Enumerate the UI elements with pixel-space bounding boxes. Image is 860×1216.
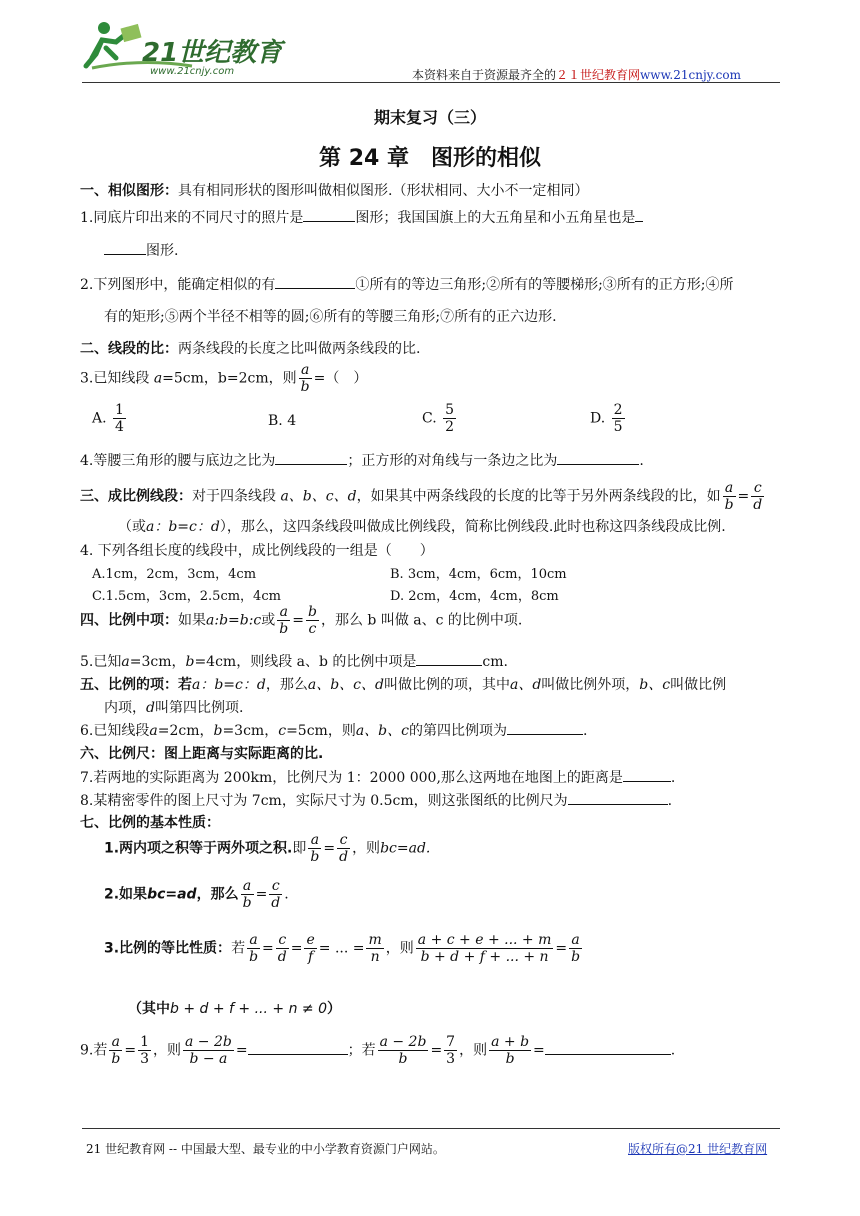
fraction-c-over-d: $\frac{c}{d}$ bbox=[271, 878, 281, 912]
question-1-cont bbox=[104, 240, 178, 260]
q3-text-c: =（ ） bbox=[313, 370, 368, 387]
logo-text: 21世纪教育 bbox=[142, 38, 283, 68]
property-2-text-b: ，那么 bbox=[196, 886, 239, 903]
vars-abcd: a、b、c、d bbox=[280, 488, 357, 505]
fraction-c-over-d: $\frac{c}{d}$ bbox=[339, 832, 349, 866]
section-5-text-d: 叫做比例 bbox=[670, 677, 727, 693]
condition-open: （其中 bbox=[128, 1001, 170, 1017]
fraction-a-over-b: $\frac{a}{b}$ bbox=[249, 932, 259, 966]
q9-text-a: 9.若 bbox=[80, 1042, 108, 1059]
option-fraction: $\frac{5}{2}$ bbox=[445, 402, 455, 436]
var-d: d bbox=[146, 700, 155, 716]
section-6-heading: 六、比例尺：图上距离与实际距离的比. bbox=[80, 746, 324, 762]
property-1-title: 1.两内项之积等于两外项之积. bbox=[104, 840, 293, 857]
q4-blank-2[interactable] bbox=[557, 450, 639, 465]
q6-text-a: 6.已知线段 bbox=[80, 723, 150, 739]
q3-text-b: =5cm，b=2cm，则 bbox=[162, 370, 297, 387]
question-9: 9.若 $\frac{a}{b}$ = $\frac{1}{3}$ ，则 $\frac{a - 2b}{b - a}$ = ；若 $\frac{a - 2b}{b}$ = $\frac{7}{3}$ ，则 $\frac{a + b}{b}$ = . bbox=[80, 1034, 676, 1068]
property-3-condition bbox=[128, 998, 341, 1018]
header-divider bbox=[82, 82, 780, 83]
section-3-text-a: 对于四条线段 bbox=[192, 488, 276, 505]
q1-blank-1[interactable] bbox=[303, 207, 355, 222]
section-3-heading: 三、成比例线段： bbox=[80, 488, 192, 505]
fraction-1-over-3: $\frac{1}{3}$ bbox=[140, 1034, 149, 1068]
question-2-cont: 有的矩形;⑤两个半径不相等的圆;⑥所有的等腰三角形;⑦所有的正六边形. bbox=[104, 309, 557, 325]
section-3: 三、成比例线段：对于四条线段 a、b、c、d，如果其中两条线段的长度的比等于另外两条线段的比，如 $\frac{a}{b}$ = $\frac{c}{d}$ bbox=[80, 480, 763, 514]
var-b: b bbox=[213, 723, 223, 739]
source-link[interactable]: www.21cnjy.com bbox=[640, 68, 741, 82]
fraction-e-over-f: $\frac{e}{f}$ bbox=[306, 932, 315, 966]
condition-close: ） bbox=[327, 1001, 341, 1017]
q1-text-a: 1.同底片印出来的不同尺寸的照片是 bbox=[80, 210, 304, 226]
fraction-a-2b-over-b: $\frac{a - 2b}{b}$ bbox=[379, 1034, 427, 1068]
q4-text-b: ；正方形的对角线与一条边之比为 bbox=[347, 453, 558, 469]
question-1 bbox=[80, 207, 643, 227]
question-8: 8.某精密零件的图上尺寸为 7cm，实际尺寸为 0.5cm，则这张图纸的比例尺为 . bbox=[80, 790, 672, 810]
q4b-option-c[interactable]: C.1.5cm，3cm，2.5cm，4cm bbox=[92, 589, 281, 604]
question-6: 6.已知线段a=2cm，b=3cm，c=5cm，则a、b、c的第四比例项为 . bbox=[80, 720, 587, 740]
section-5-text-e: 内项， bbox=[104, 700, 146, 716]
q1-blank-2a[interactable] bbox=[635, 207, 643, 222]
q2-text-b: ①所有的等边三角形;②所有的等腰梯形;③所有的正方形;④所 bbox=[355, 277, 734, 293]
property-3-title: 3.比例的等比性质： bbox=[104, 940, 232, 957]
q9-blank-1[interactable] bbox=[248, 1040, 348, 1055]
ratio-abcd: a：b=c：d bbox=[192, 677, 266, 693]
fraction-a-over-b: $\frac{a}{b}$ bbox=[571, 932, 581, 966]
q6-text-e: 的第四比例项为 bbox=[408, 723, 507, 739]
option-fraction: $\frac{1}{4}$ bbox=[115, 402, 124, 436]
vars-ad: a、d bbox=[509, 677, 542, 693]
ratio-abbc: a:b=b:c bbox=[206, 612, 262, 629]
q6-blank[interactable] bbox=[507, 720, 583, 735]
q6-text-b: =2cm， bbox=[157, 723, 214, 739]
var-a: a bbox=[153, 370, 163, 387]
fraction-a-plus-b-over-b: $\frac{a + b}{b}$ bbox=[491, 1034, 530, 1068]
q5-text-a: 5.已知 bbox=[80, 654, 122, 670]
q5-text-b: =3cm， bbox=[129, 654, 186, 670]
section-7-heading: 七、比例的基本性质： bbox=[80, 815, 220, 831]
fraction-a-over-b: $\frac{a}{b}$ bbox=[111, 1034, 121, 1068]
section-4: 四、比例中项：如果a:b=b:c或 $\frac{a}{b}$ = $\frac{b}{c}$ ，那么 b 叫做 a、c 的比例中项. bbox=[80, 604, 523, 638]
footer-text: 21 世纪教育网 -- 中国最大型、最专业的中小学教育资源门户网站。 bbox=[86, 1142, 445, 1156]
q3-option-c[interactable] bbox=[422, 402, 458, 435]
q9-text-b: ，则 bbox=[152, 1042, 181, 1059]
ratio-abcd: a：b=c：d bbox=[146, 519, 220, 535]
q7-text: 7.若两地的实际距离为 200km，比例尺为 1：2000 000,那么这两地在地图上的距离是 bbox=[80, 770, 623, 786]
q2-blank[interactable] bbox=[275, 274, 355, 289]
q6-text-c: =3cm， bbox=[222, 723, 279, 739]
site-logo bbox=[82, 18, 282, 82]
fraction-c-over-d: $\frac{c}{d}$ bbox=[753, 480, 763, 514]
property-3-text-b: ，则 bbox=[385, 940, 414, 957]
property-3-text-a: 若 bbox=[231, 940, 246, 957]
property-1: 1.两内项之积等于两外项之积.即 $\frac{a}{b}$ = $\frac{c}{d}$ ，则bc=ad. bbox=[104, 832, 431, 866]
option-label: C. bbox=[422, 410, 437, 427]
q5-text-d: cm. bbox=[482, 654, 508, 670]
fraction-a-2b-over-b-a: $\frac{a - 2b}{b - a}$ bbox=[184, 1034, 232, 1068]
property-2: 2.如果bc=ad，那么 $\frac{a}{b}$ = $\frac{c}{d}$ . bbox=[104, 878, 289, 912]
section-2-text: 两条线段的长度之比叫做两条线段的比. bbox=[178, 341, 421, 357]
q3-option-b[interactable] bbox=[268, 413, 296, 429]
section-4-text-b: 或 bbox=[261, 612, 276, 629]
q5-blank[interactable] bbox=[416, 651, 482, 666]
q7-blank[interactable] bbox=[623, 767, 671, 782]
section-2 bbox=[80, 338, 420, 358]
q4b-option-b[interactable]: B. 3cm，4cm，6cm，10cm bbox=[390, 567, 567, 582]
fraction-a-over-b: $\frac{a}{b}$ bbox=[724, 480, 734, 514]
option-value: 4 bbox=[287, 413, 297, 429]
formula-bc-ad: bc=ad. bbox=[380, 840, 431, 857]
q5-text-c: =4cm，则线段 a、b 的比例中项是 bbox=[194, 654, 417, 670]
chapter-title: 第 24 章 图形的相似 bbox=[319, 146, 541, 171]
section-1-text: 具有相同形状的图形叫做相似图形.（形状相同、大小不一定相同） bbox=[178, 183, 589, 199]
header-source bbox=[412, 66, 741, 83]
q1-text-c: 图形. bbox=[146, 243, 179, 259]
section-2-heading: 二、线段的比： bbox=[80, 341, 178, 357]
section-5-text-c: 叫做比例外项， bbox=[541, 677, 640, 693]
condition-formula: b + d + f + ... + n ≠ 0 bbox=[170, 1001, 327, 1017]
vars-abc: a、b、c bbox=[355, 723, 409, 739]
q9-text-d: ，则 bbox=[459, 1042, 488, 1059]
option-label: A. bbox=[92, 410, 107, 427]
question-2 bbox=[80, 274, 734, 294]
logo-url: www.21cnjy.com bbox=[150, 66, 235, 77]
property-1-text-b: ，则 bbox=[352, 840, 381, 857]
q4b-option-a[interactable]: A.1cm，2cm，3cm，4cm bbox=[92, 567, 257, 582]
section-4-text-a: 如果 bbox=[178, 612, 206, 629]
fraction-7-over-3: $\frac{7}{3}$ bbox=[446, 1034, 456, 1068]
q9-text-c: ；若 bbox=[347, 1042, 376, 1059]
question-7: 7.若两地的实际距离为 200km，比例尺为 1：2000 000,那么这两地在地图上的距离是 . bbox=[80, 767, 675, 787]
var-a: a bbox=[121, 654, 130, 670]
source-site-name[interactable]: ２１世纪教育网 bbox=[556, 68, 641, 82]
formula-bc-ad: bc=ad bbox=[147, 886, 197, 903]
question-4b: 4. 下列各组长度的线段中，成比例线段的一组是（ ） bbox=[80, 543, 434, 559]
q3-option-d[interactable] bbox=[590, 402, 627, 435]
section-3-text-c: （或 bbox=[118, 519, 146, 535]
section-3-text-d: ），那么，这四条线段叫做成比例线段，简称比例线段.此时也称这四条线段成比例. bbox=[219, 519, 726, 535]
section-3-cont bbox=[118, 516, 726, 536]
vars-bc: b、c bbox=[639, 677, 671, 693]
fraction-a-over-b: $\frac{a}{b}$ bbox=[310, 832, 320, 866]
var-b: b bbox=[185, 654, 195, 670]
section-1 bbox=[80, 180, 588, 200]
section-3-text-b: ，如果其中两条线段的长度的比等于另外两条线段的比，如 bbox=[356, 488, 721, 505]
q4-blank-1[interactable] bbox=[275, 450, 347, 465]
property-3: 3.比例的等比性质：若 $\frac{a}{b}$ = $\frac{c}{d}$ = $\frac{e}{f}$ = ... = $\frac{m}{n}$ ，则 $\frac{a + c + e + ... + m}{b + d + f + ... + n}$ = $\frac{a}{b}$ bbox=[104, 932, 581, 966]
question-4a: 4.等腰三角形的腰与底边之比为 ；正方形的对角线与一条边之比为 . bbox=[80, 450, 644, 470]
q3-option-a[interactable] bbox=[92, 402, 128, 435]
footer-divider bbox=[82, 1128, 780, 1129]
option-fraction: $\frac{2}{5}$ bbox=[613, 402, 623, 436]
q2-text-a: 2.下列图形中，能确定相似的有 bbox=[80, 277, 276, 293]
option-label: D. bbox=[590, 410, 606, 427]
source-prefix: 本资料来自于资源最齐全的 bbox=[412, 68, 557, 82]
q6-text-d: =5cm，则 bbox=[286, 723, 356, 739]
q4-text-a: 4.等腰三角形的腰与底边之比为 bbox=[80, 453, 276, 469]
q3-text-a: 3.已知线段 bbox=[80, 370, 150, 387]
footer-copyright-link[interactable]: 版权所有@21 世纪教育网 bbox=[628, 1142, 768, 1156]
option-label: B. bbox=[268, 413, 283, 429]
question-3 bbox=[80, 362, 367, 395]
fraction-c-over-d: $\frac{c}{d}$ bbox=[277, 932, 287, 966]
q1-text-b: 图形；我国国旗上的大五角星和小五角星也是 bbox=[355, 210, 636, 226]
q1-blank-2b[interactable] bbox=[104, 240, 146, 255]
question-5 bbox=[80, 651, 508, 671]
section-5-cont bbox=[104, 697, 243, 717]
q4b-option-d[interactable]: D. 2cm，4cm，4cm，8cm bbox=[390, 589, 559, 604]
q8-blank[interactable] bbox=[568, 790, 668, 805]
section-1-heading: 一、相似图形： bbox=[80, 183, 178, 199]
vars-abcd: a、b、c、d bbox=[307, 677, 384, 693]
property-2-text-a: 2.如果 bbox=[104, 886, 148, 903]
var-c: c bbox=[278, 723, 287, 739]
fraction-a-over-b: $\frac{a}{b}$ bbox=[279, 604, 289, 638]
section-5-text-a: ，那么 bbox=[265, 677, 308, 693]
section-4-text-c: ，那么 b 叫做 a、c 的比例中项. bbox=[320, 612, 523, 629]
fraction-sum: $\frac{a + c + e + ... + m}{b + d + f + ... + n}$ bbox=[417, 932, 552, 966]
property-1-text-a: 即 bbox=[292, 840, 307, 857]
fraction-m-over-n: $\frac{m}{n}$ bbox=[368, 932, 382, 966]
fraction-b-over-c: $\frac{b}{c}$ bbox=[307, 604, 317, 638]
fraction-a-over-b: $\frac{a}{b}$ bbox=[300, 362, 310, 396]
q8-text: 8.某精密零件的图上尺寸为 7cm，实际尺寸为 0.5cm，则这张图纸的比例尺为 bbox=[80, 793, 568, 809]
var-a: a bbox=[149, 723, 158, 739]
section-5-text-f: 叫第四比例项. bbox=[154, 700, 244, 716]
page-title: 期末复习（三） bbox=[373, 108, 486, 127]
section-5-text-b: 叫做比例的项，其中 bbox=[383, 677, 510, 693]
fraction-a-over-b: $\frac{a}{b}$ bbox=[242, 878, 252, 912]
section-5 bbox=[80, 674, 726, 694]
q9-blank-2[interactable] bbox=[545, 1040, 671, 1055]
section-4-heading: 四、比例中项： bbox=[80, 612, 178, 629]
section-5-heading: 五、比例的项：若 bbox=[80, 677, 192, 693]
